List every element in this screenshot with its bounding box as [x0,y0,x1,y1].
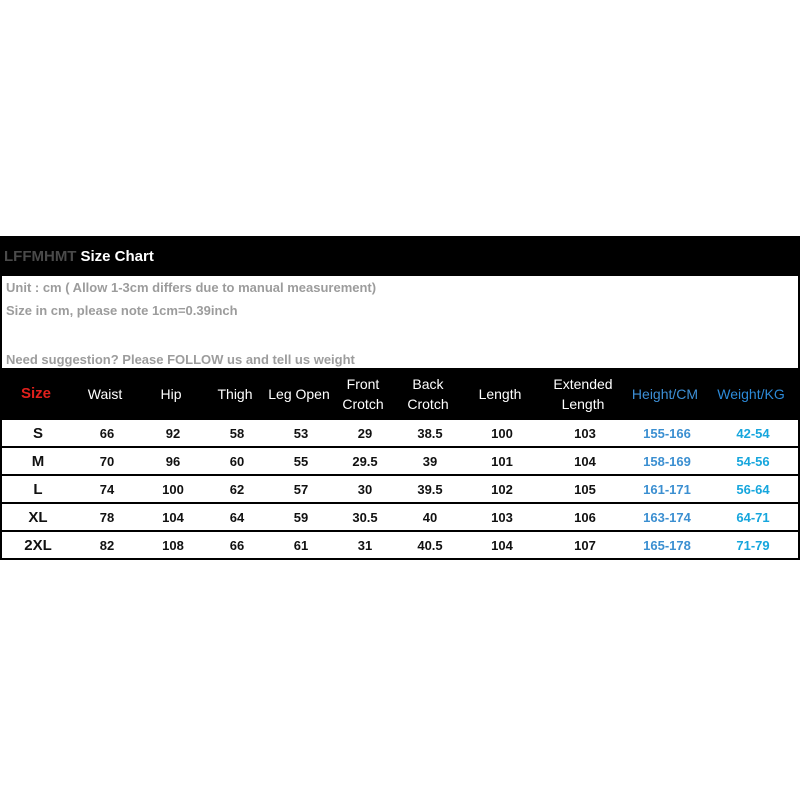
table-row [0,476,800,504]
cell-size: L [33,480,43,498]
table-row [0,448,800,476]
cell-waist: 78 [99,509,115,525]
header-thigh: Thigh [217,386,253,402]
cell-length: 103 [491,509,513,525]
chart-title: Size Chart [80,247,154,265]
cell-size: XL [28,508,48,526]
cell-thigh: 62 [229,481,245,497]
header-extended-line2: Length [561,396,605,412]
cell-leg-open: 59 [293,509,309,525]
header-back-crotch-line2: Crotch [407,396,449,412]
header-front-crotch-line2: Crotch [342,396,384,412]
cell-length: 104 [491,537,513,553]
cell-weight: 54-56 [736,453,770,469]
cell-front-crotch: 31 [357,537,373,553]
cell-extended-length: 107 [574,537,596,553]
cell-height: 155-166 [643,425,691,441]
cell-front-crotch: 29 [357,425,373,441]
cell-waist: 70 [99,453,115,469]
header-back-crotch-line1: Back [412,376,444,392]
cell-waist: 82 [99,537,115,553]
cell-thigh: 60 [229,453,245,469]
cell-size: M [31,452,45,470]
cell-weight: 56-64 [736,481,770,497]
header-length: Length [478,386,522,402]
cell-leg-open: 55 [293,453,309,469]
cell-hip: 92 [165,425,181,441]
header-height: Height/CM [631,386,699,402]
table-row [0,532,800,560]
header-back-crotch [394,368,462,420]
cell-extended-length: 105 [574,481,596,497]
unit-note: Unit : cm ( Allow 1-3cm differs due to manual measurement) [6,280,377,295]
cell-size: 2XL [24,536,52,554]
notes-panel [0,276,800,368]
conversion-note: Size in cm, please note 1cm=0.39inch [6,303,238,318]
header-weight: Weight/KG [717,386,785,402]
header-waist: Waist [87,386,123,402]
cell-front-crotch: 29.5 [352,453,378,469]
header-extended-line1: Extended [553,376,613,392]
cell-leg-open: 53 [293,425,309,441]
cell-waist: 74 [99,481,115,497]
header-front-crotch [332,368,394,420]
cell-length: 101 [491,453,513,469]
cell-extended-length: 103 [574,425,596,441]
cell-waist: 66 [99,425,115,441]
cell-weight: 71-79 [736,537,770,553]
cell-front-crotch: 30.5 [352,509,378,525]
cell-leg-open: 61 [293,537,309,553]
table-row [0,504,800,532]
cell-height: 158-169 [643,453,691,469]
cell-front-crotch: 30 [357,481,373,497]
cell-weight: 42-54 [736,425,770,441]
cell-hip: 108 [162,537,184,553]
cell-thigh: 66 [229,537,245,553]
cell-back-crotch: 39.5 [417,481,443,497]
cell-hip: 100 [162,481,184,497]
title-bar [0,236,800,276]
header-front-crotch-line1: Front [346,376,380,392]
cell-height: 161-171 [643,481,691,497]
cell-thigh: 58 [229,425,245,441]
cell-leg-open: 57 [293,481,309,497]
cell-hip: 104 [162,509,184,525]
suggestion-note: Need suggestion? Please FOLLOW us and tell us weight [6,352,355,367]
cell-back-crotch: 40 [422,509,438,525]
cell-hip: 96 [165,453,181,469]
header-hip: Hip [160,386,182,402]
size-chart [0,236,800,562]
cell-height: 163-174 [643,509,691,525]
table-header [0,368,800,420]
cell-back-crotch: 40.5 [417,537,443,553]
header-leg-open: Leg Open [268,386,330,402]
cell-height: 165-178 [643,537,691,553]
cell-length: 102 [491,481,513,497]
cell-back-crotch: 39 [422,453,438,469]
brand-name: LFFMHMT [4,247,77,265]
header-extended-length [538,368,628,420]
cell-weight: 64-71 [736,509,770,525]
cell-extended-length: 104 [574,453,596,469]
cell-back-crotch: 38.5 [417,425,443,441]
header-size: Size [20,385,51,402]
cell-size: S [32,424,43,442]
cell-extended-length: 106 [574,509,596,525]
cell-length: 100 [491,425,513,441]
cell-thigh: 64 [229,509,245,525]
table-row [0,420,800,448]
